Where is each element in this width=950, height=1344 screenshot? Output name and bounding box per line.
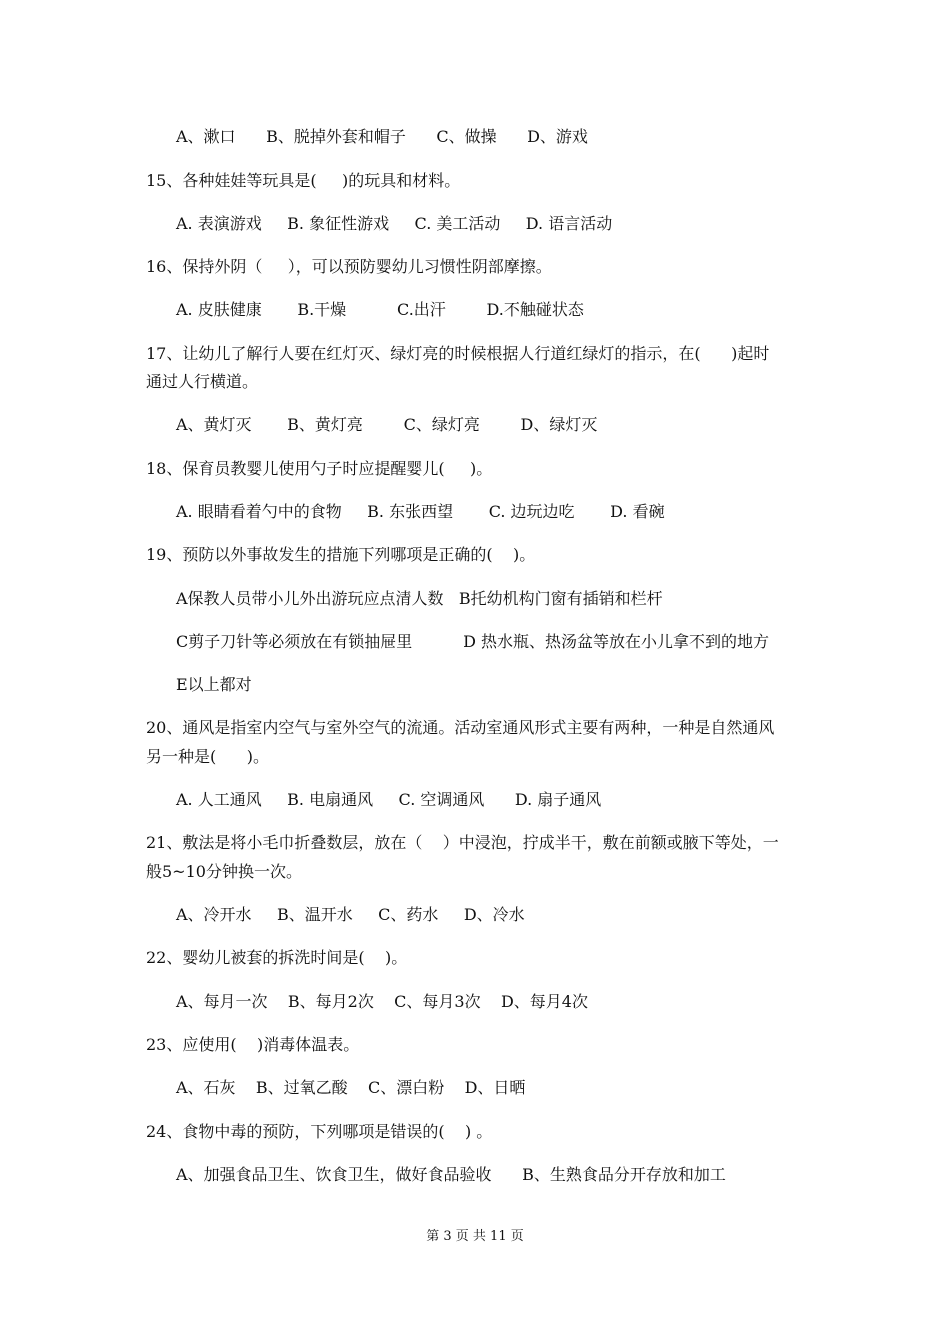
- option-line-q18: A. 眼睛看着勺中的食物 B. 东张西望 C. 边玩边吃 D. 看碗: [176, 502, 665, 521]
- option-line-q19-cd: C剪子刀针等必须放在有锁抽屉里 D 热水瓶、热汤盆等放在小儿拿不到的地方: [176, 632, 770, 651]
- question-23: 23、应使用( )消毒体温表。: [146, 1035, 360, 1054]
- question-24: 24、食物中毒的预防，下列哪项是错误的( ) 。: [146, 1122, 493, 1141]
- option-line-q15: A. 表演游戏 B. 象征性游戏 C. 美工活动 D. 语言活动: [176, 214, 613, 233]
- question-17: 17、让幼儿了解行人要在红灯灭、绿灯亮的时候根据人行道红绿灯的指示，在( )起时: [146, 344, 770, 363]
- question-21-cont: 般5~10分钟换一次。: [146, 862, 302, 881]
- option-line-q14: A、漱口 B、脱掉外套和帽子 C、做操 D、游戏: [176, 127, 588, 146]
- question-22: 22、婴幼儿被套的拆洗时间是( )。: [146, 948, 408, 967]
- option-line-q24: A、加强食品卫生、饮食卫生，做好食品验收 B、生熟食品分开存放和加工: [176, 1165, 726, 1184]
- question-20-cont: 另一种是( )。: [146, 747, 270, 766]
- option-line-q19-e: E以上都对: [176, 675, 252, 694]
- question-16: 16、保持外阴（ ），可以预防婴幼儿习惯性阴部摩擦。: [146, 257, 552, 276]
- option-line-q19-ab: A保教人员带小儿外出游玩应点清人数 B托幼机构门窗有插销和栏杆: [176, 589, 663, 608]
- option-line-q23: A、石灰 B、过氧乙酸 C、漂白粉 D、日晒: [176, 1078, 526, 1097]
- option-line-q20: A. 人工通风 B. 电扇通风 C. 空调通风 D. 扇子通风: [176, 790, 602, 809]
- option-line-q16: A. 皮肤健康 B.干燥 C.出汗 D.不触碰状态: [176, 300, 584, 319]
- question-19: 19、预防以外事故发生的措施下列哪项是正确的( )。: [146, 545, 536, 564]
- question-15: 15、各种娃娃等玩具是( )的玩具和材料。: [146, 171, 461, 190]
- option-line-q22: A、每月一次 B、每月2次 C、每月3次 D、每月4次: [176, 992, 588, 1011]
- option-line-q21: A、冷开水 B、温开水 C、药水 D、冷水: [176, 905, 525, 924]
- question-20: 20、通风是指室内空气与室外空气的流通。活动室通风形式主要有两种，一种是自然通风: [146, 718, 775, 737]
- option-line-q17: A、黄灯灭 B、黄灯亮 C、绿灯亮 D、绿灯灭: [176, 415, 598, 434]
- question-17-cont: 通过人行横道。: [146, 372, 259, 391]
- question-21: 21、敷法是将小毛巾折叠数层，放在（ ）中浸泡，拧成半干，敷在前额或腋下等处，一: [146, 833, 779, 852]
- page-footer: 第 3 页 共 11 页: [426, 1229, 524, 1244]
- question-18: 18、保育员教婴儿使用勺子时应提醒婴儿( )。: [146, 459, 493, 478]
